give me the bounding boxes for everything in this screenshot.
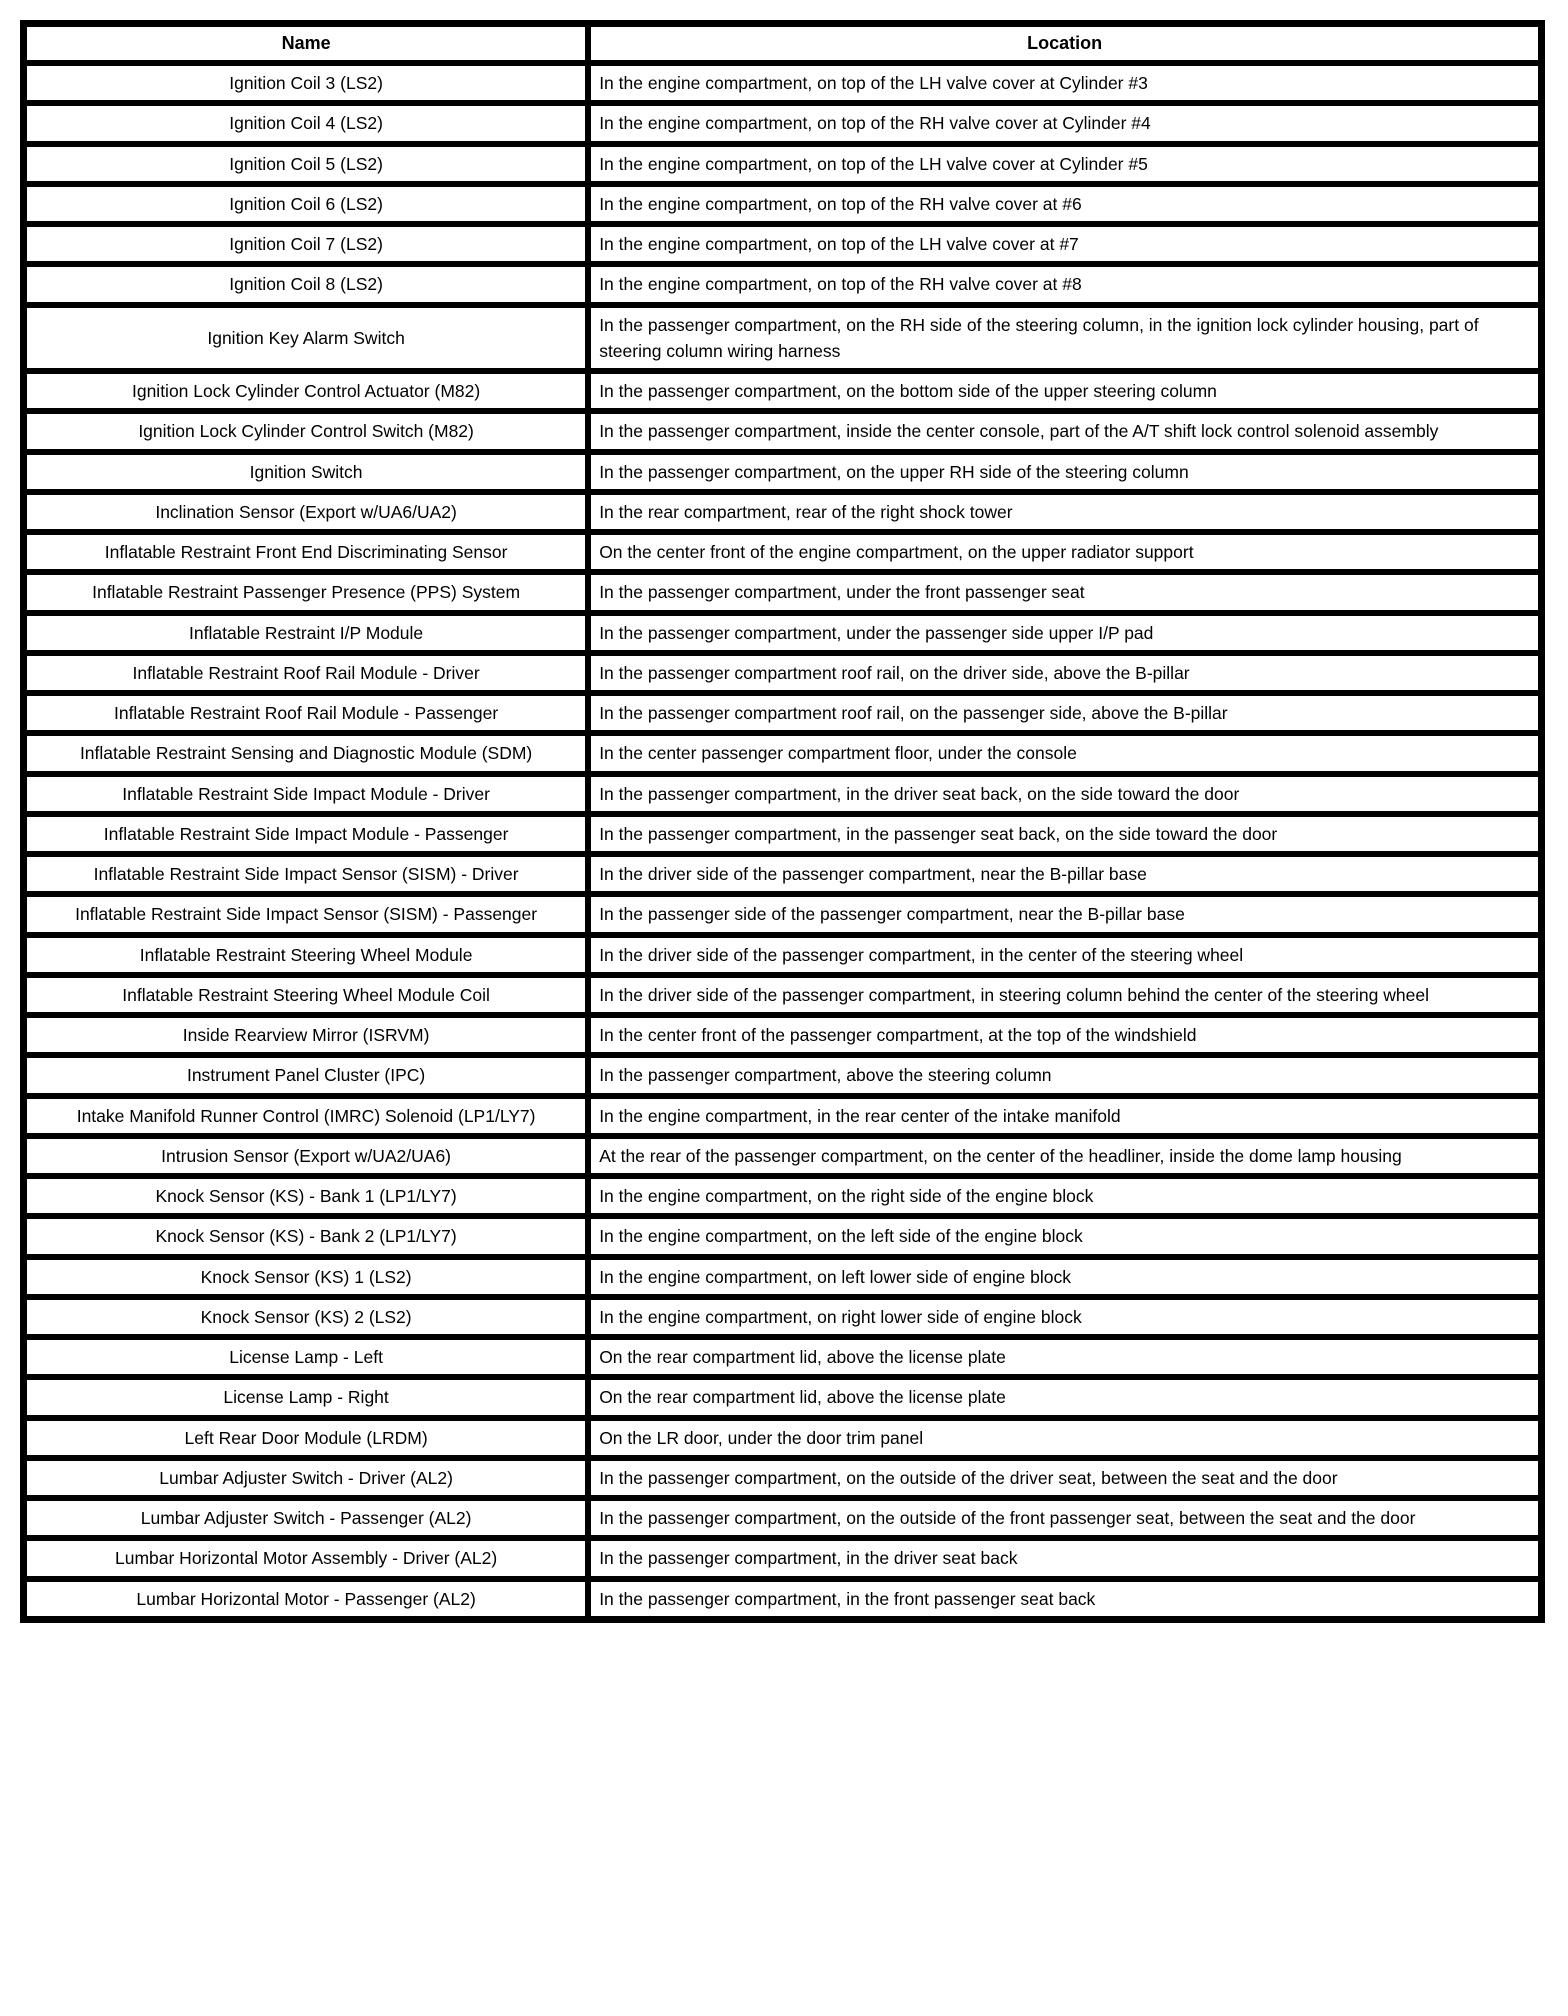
name-cell: Instrument Panel Cluster (IPC) [24, 1055, 589, 1095]
location-cell: In the center front of the passenger compartment, at the top of the windshield [588, 1015, 1541, 1055]
location-cell: In the driver side of the passenger compartment, in the center of the steering wheel [588, 935, 1541, 975]
name-cell: Inflatable Restraint Side Impact Module - Driver [24, 774, 589, 814]
location-cell: In the passenger compartment, in the driver seat back, on the side toward the door [588, 774, 1541, 814]
table-row [24, 1498, 1542, 1538]
header-row [24, 24, 1542, 64]
name-cell: Ignition Coil 5 (LS2) [24, 144, 589, 184]
name-cell: Lumbar Adjuster Switch - Driver (AL2) [24, 1458, 589, 1498]
location-cell: In the engine compartment, on the left side of the engine block [588, 1216, 1541, 1256]
location-cell: In the engine compartment, on top of the RH valve cover at Cylinder #4 [588, 103, 1541, 143]
table-row [24, 492, 1542, 532]
table-body [24, 63, 1542, 1619]
name-cell: Ignition Coil 7 (LS2) [24, 224, 589, 264]
name-cell: Inflatable Restraint Sensing and Diagnostic Module (SDM) [24, 733, 589, 773]
table-row [24, 613, 1542, 653]
table-row [24, 1377, 1542, 1417]
table-row [24, 184, 1542, 224]
location-cell: In the engine compartment, on top of the RH valve cover at #6 [588, 184, 1541, 224]
table-row [24, 452, 1542, 492]
table-row [24, 371, 1542, 411]
table-row [24, 1096, 1542, 1136]
location-cell: In the engine compartment, on top of the RH valve cover at #8 [588, 264, 1541, 304]
table-row [24, 1337, 1542, 1377]
table-row [24, 935, 1542, 975]
location-cell: In the engine compartment, in the rear center of the intake manifold [588, 1096, 1541, 1136]
table-row [24, 814, 1542, 854]
location-cell: On the rear compartment lid, above the license plate [588, 1337, 1541, 1377]
location-cell: In the center passenger compartment floor, under the console [588, 733, 1541, 773]
table-row [24, 774, 1542, 814]
name-cell: Intake Manifold Runner Control (IMRC) Solenoid (LP1/LY7) [24, 1096, 589, 1136]
name-cell: Knock Sensor (KS) - Bank 2 (LP1/LY7) [24, 1216, 589, 1256]
column-header-location: Location [588, 24, 1541, 64]
location-cell: In the passenger compartment roof rail, on the passenger side, above the B-pillar [588, 693, 1541, 733]
name-cell: Inflatable Restraint Roof Rail Module - Driver [24, 653, 589, 693]
table-row [24, 1216, 1542, 1256]
location-cell: In the rear compartment, rear of the right shock tower [588, 492, 1541, 532]
location-cell: In the driver side of the passenger compartment, near the B-pillar base [588, 854, 1541, 894]
name-cell: Inclination Sensor (Export w/UA6/UA2) [24, 492, 589, 532]
location-cell: In the passenger compartment, on the upper RH side of the steering column [588, 452, 1541, 492]
name-cell: License Lamp - Left [24, 1337, 589, 1377]
name-cell: Inflatable Restraint Steering Wheel Module Coil [24, 975, 589, 1015]
name-cell: Inflatable Restraint Steering Wheel Module [24, 935, 589, 975]
column-header-name: Name [24, 24, 589, 64]
name-cell: License Lamp - Right [24, 1377, 589, 1417]
location-cell: On the LR door, under the door trim panel [588, 1418, 1541, 1458]
table-row [24, 1418, 1542, 1458]
table-row [24, 1176, 1542, 1216]
location-cell: In the passenger compartment, under the passenger side upper I/P pad [588, 613, 1541, 653]
table-row [24, 1297, 1542, 1337]
location-cell: In the passenger compartment, on the outside of the driver seat, between the seat and the door [588, 1458, 1541, 1498]
name-cell: Lumbar Adjuster Switch - Passenger (AL2) [24, 1498, 589, 1538]
location-cell: On the rear compartment lid, above the license plate [588, 1377, 1541, 1417]
component-location-table [20, 20, 1545, 1623]
location-cell: In the passenger compartment, under the front passenger seat [588, 572, 1541, 612]
location-cell: On the center front of the engine compartment, on the upper radiator support [588, 532, 1541, 572]
table-row [24, 1579, 1542, 1620]
table-row [24, 224, 1542, 264]
table-row [24, 894, 1542, 934]
table-row [24, 733, 1542, 773]
name-cell: Inflatable Restraint Side Impact Module - Passenger [24, 814, 589, 854]
location-cell: In the engine compartment, on the right side of the engine block [588, 1176, 1541, 1216]
table-row [24, 532, 1542, 572]
name-cell: Inflatable Restraint I/P Module [24, 613, 589, 653]
name-cell: Inflatable Restraint Roof Rail Module - Passenger [24, 693, 589, 733]
location-cell: In the passenger compartment, in the driver seat back [588, 1538, 1541, 1578]
name-cell: Inside Rearview Mirror (ISRVM) [24, 1015, 589, 1055]
location-cell: In the passenger compartment, inside the center console, part of the A/T shift lock control solenoid assembly [588, 411, 1541, 451]
name-cell: Lumbar Horizontal Motor - Passenger (AL2) [24, 1579, 589, 1620]
location-cell: In the passenger compartment, on the RH side of the steering column, in the ignition lock cylinder housing, part of steering column wiring harness [588, 305, 1541, 372]
table-row [24, 1136, 1542, 1176]
table-row [24, 1055, 1542, 1095]
location-cell: In the passenger compartment, on the outside of the front passenger seat, between the seat and the door [588, 1498, 1541, 1538]
name-cell: Lumbar Horizontal Motor Assembly - Driver (AL2) [24, 1538, 589, 1578]
table-row [24, 103, 1542, 143]
location-cell: In the passenger compartment, above the steering column [588, 1055, 1541, 1095]
location-cell: In the engine compartment, on right lower side of engine block [588, 1297, 1541, 1337]
table-row [24, 1257, 1542, 1297]
table-row [24, 264, 1542, 304]
table-row [24, 975, 1542, 1015]
table-row [24, 572, 1542, 612]
location-cell: In the passenger compartment, in the passenger seat back, on the side toward the door [588, 814, 1541, 854]
location-cell: At the rear of the passenger compartment, on the center of the headliner, inside the dome lamp housing [588, 1136, 1541, 1176]
table-row [24, 411, 1542, 451]
name-cell: Left Rear Door Module (LRDM) [24, 1418, 589, 1458]
location-cell: In the engine compartment, on top of the LH valve cover at #7 [588, 224, 1541, 264]
location-cell: In the passenger compartment roof rail, on the driver side, above the B-pillar [588, 653, 1541, 693]
name-cell: Ignition Switch [24, 452, 589, 492]
location-cell: In the passenger compartment, on the bottom side of the upper steering column [588, 371, 1541, 411]
table-row [24, 693, 1542, 733]
table-row [24, 854, 1542, 894]
table-row [24, 1015, 1542, 1055]
table-row [24, 305, 1542, 372]
location-cell: In the engine compartment, on top of the LH valve cover at Cylinder #3 [588, 63, 1541, 103]
name-cell: Ignition Lock Cylinder Control Switch (M82) [24, 411, 589, 451]
name-cell: Ignition Coil 6 (LS2) [24, 184, 589, 224]
name-cell: Knock Sensor (KS) - Bank 1 (LP1/LY7) [24, 1176, 589, 1216]
location-cell: In the passenger side of the passenger compartment, near the B-pillar base [588, 894, 1541, 934]
location-cell: In the driver side of the passenger compartment, in steering column behind the center of the steering wheel [588, 975, 1541, 1015]
table-row [24, 1458, 1542, 1498]
name-cell: Inflatable Restraint Side Impact Sensor (SISM) - Driver [24, 854, 589, 894]
name-cell: Ignition Coil 4 (LS2) [24, 103, 589, 143]
table-row [24, 653, 1542, 693]
name-cell: Intrusion Sensor (Export w/UA2/UA6) [24, 1136, 589, 1176]
location-cell: In the passenger compartment, in the front passenger seat back [588, 1579, 1541, 1620]
table-row [24, 144, 1542, 184]
name-cell: Ignition Key Alarm Switch [24, 305, 589, 372]
name-cell: Inflatable Restraint Side Impact Sensor (SISM) - Passenger [24, 894, 589, 934]
name-cell: Ignition Coil 8 (LS2) [24, 264, 589, 304]
name-cell: Ignition Coil 3 (LS2) [24, 63, 589, 103]
location-cell: In the engine compartment, on top of the LH valve cover at Cylinder #5 [588, 144, 1541, 184]
name-cell: Knock Sensor (KS) 1 (LS2) [24, 1257, 589, 1297]
name-cell: Inflatable Restraint Front End Discriminating Sensor [24, 532, 589, 572]
table-row [24, 1538, 1542, 1578]
name-cell: Ignition Lock Cylinder Control Actuator (M82) [24, 371, 589, 411]
name-cell: Inflatable Restraint Passenger Presence (PPS) System [24, 572, 589, 612]
location-cell: In the engine compartment, on left lower side of engine block [588, 1257, 1541, 1297]
name-cell: Knock Sensor (KS) 2 (LS2) [24, 1297, 589, 1337]
table-row [24, 63, 1542, 103]
